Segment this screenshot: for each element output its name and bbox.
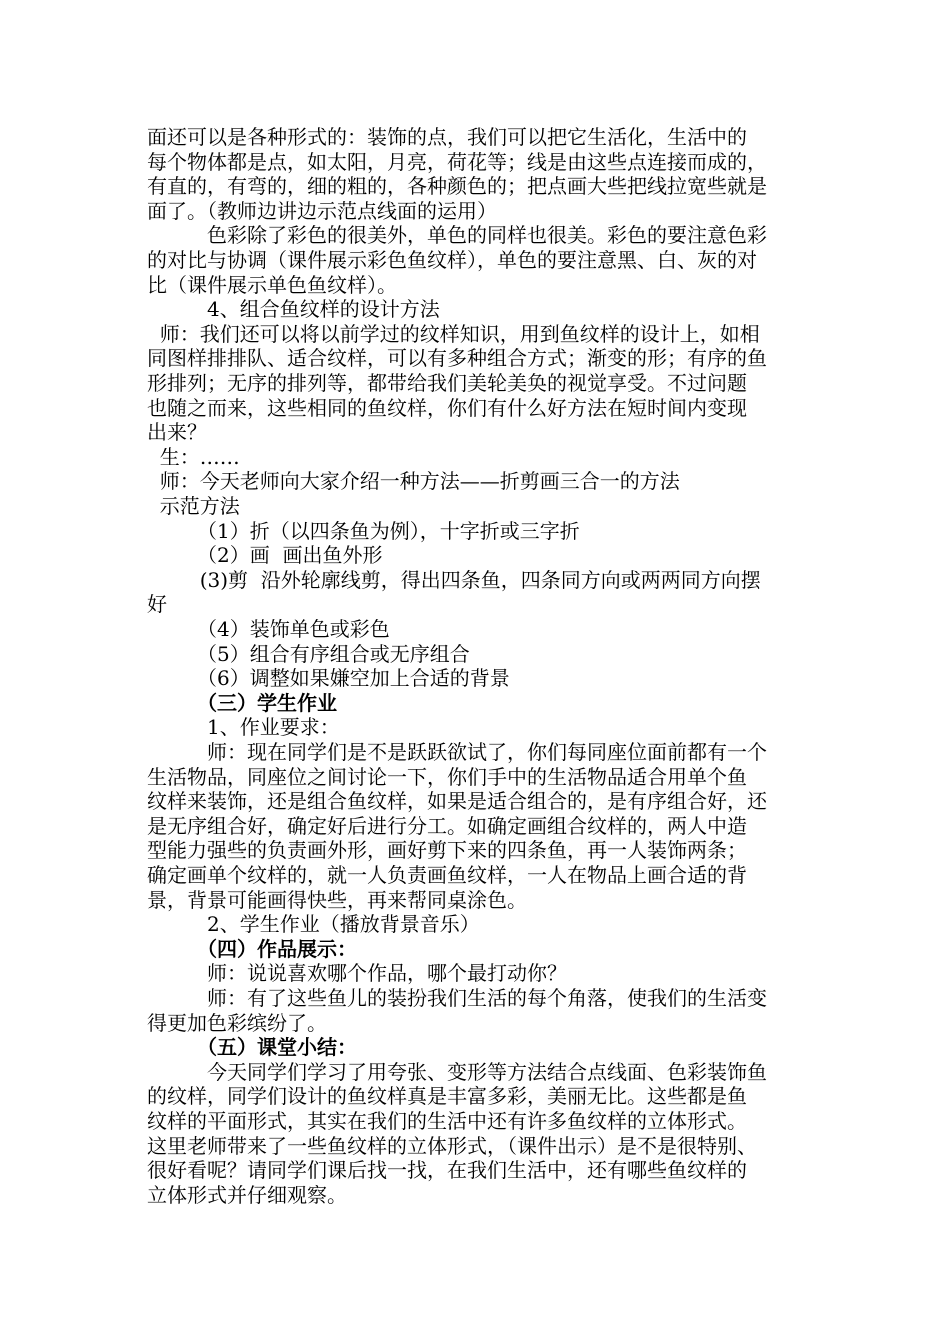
text-line: 每个物体都是点，如太阳，月亮，荷花等；线是由这些点连接而成的， [147, 149, 767, 174]
text-line: 生：…… [147, 444, 240, 469]
text-line: 同图样排排队、适合纹样，可以有多种组合方式；渐变的形；有序的鱼 [147, 346, 767, 371]
text-line: 出来？ [147, 420, 207, 445]
text-line: 好 [147, 592, 167, 617]
text-line: 面了。（教师边讲边示范点线面的运用） [147, 198, 497, 223]
text-line: 面还可以是各种形式的：装饰的点，我们可以把它生活化，生活中的 [147, 125, 747, 149]
text-line: 纹样的平面形式，其实在我们的生活中还有许多鱼纹样的立体形式。 [147, 1109, 747, 1133]
text-line: 有直的，有弯的，细的粗的，各种颜色的；把点画大些把线拉宽些就是 [147, 174, 767, 199]
section-heading: （五）课堂小结： [147, 1035, 357, 1060]
text-line: (3)剪 沿外轮廓线剪，得出四条鱼，四条同方向或两两同方向摆 [147, 567, 761, 592]
text-line: （2）画 画出鱼外形 [147, 543, 383, 568]
text-line: 师：今天老师向大家介绍一种方法——折剪画三合一的方法 [147, 469, 680, 494]
text-line: 1、作业要求： [147, 715, 340, 740]
text-line: 师：说说喜欢哪个作品，哪个最打动你？ [147, 961, 567, 986]
text-line: 立体形式并仔细观察。 [147, 1182, 347, 1207]
text-line: 纹样来装饰，还是组合鱼纹样，如果是适合组合的，是有序组合好，还 [147, 789, 767, 814]
text-line: 2、学生作业（播放背景音乐） [147, 912, 480, 937]
text-line: 景，背景可能画得快些，再来帮同桌涂色。 [147, 887, 527, 912]
section-heading: （四）作品展示： [147, 936, 357, 961]
text-line: 师：我们还可以将以前学过的纹样知识，用到鱼纹样的设计上，如相 [147, 321, 760, 346]
text-line: 色彩除了彩色的很美外，单色的同样也很美。彩色的要注意色彩 [147, 223, 767, 248]
text-line: 这里老师带来了一些鱼纹样的立体形式，（课件出示）是不是很特别、 [147, 1133, 757, 1158]
text-line: （4）装饰单色或彩色 [147, 617, 390, 641]
text-line: 4、组合鱼纹样的设计方法 [147, 297, 440, 322]
text-line: 生活物品，同座位之间讨论一下，你们手中的生活物品适合用单个鱼 [147, 764, 747, 789]
text-line: 师：有了这些鱼儿的装扮我们生活的每个角落，使我们的生活变 [147, 986, 767, 1010]
text-line: 型能力强些的负责画外形，画好剪下来的四条鱼，再一人装饰两条； [147, 838, 747, 863]
text-line: 的对比与协调（课件展示彩色鱼纹样），单色的要注意黑、白、灰的对 [147, 248, 757, 272]
text-line: 师：现在同学们是不是跃跃欲试了，你们每同座位面前都有一个 [147, 740, 767, 764]
text-line: 形排列；无序的排列等，都带给我们美轮美奂的视觉享受。不过问题 [147, 371, 747, 395]
text-line: 也随之而来，这些相同的鱼纹样，你们有什么好方法在短时间内变现 [147, 395, 747, 420]
text-line: 是无序组合好，确定好后进行分工。如确定画组合纹样的，两人中造 [147, 813, 747, 838]
text-line: 得更加色彩缤纷了。 [147, 1010, 327, 1035]
text-line: 今天同学们学习了用夸张、变形等方法结合点线面、色彩装饰鱼 [147, 1059, 767, 1084]
text-line: 的纹样，同学们设计的鱼纹样真是丰富多彩，美丽无比。这些都是鱼 [147, 1084, 747, 1109]
section-heading: （三）学生作业 [147, 690, 337, 715]
text-line: 很好看呢？请同学们课后找一找，在我们生活中，还有哪些鱼纹样的 [147, 1158, 747, 1183]
text-line: 比（课件展示单色鱼纹样）。 [147, 272, 397, 297]
text-line: 示范方法 [147, 494, 240, 518]
text-line: （6）调整如果嫌空加上合适的背景 [147, 666, 510, 691]
text-line: （1）折（以四条鱼为例），十字折或三字折 [147, 518, 580, 543]
text-line: 确定画单个纹样的，就一人负责画鱼纹样，一人在物品上画合适的背 [147, 863, 747, 887]
text-line: （5）组合有序组合或无序组合 [147, 641, 470, 666]
